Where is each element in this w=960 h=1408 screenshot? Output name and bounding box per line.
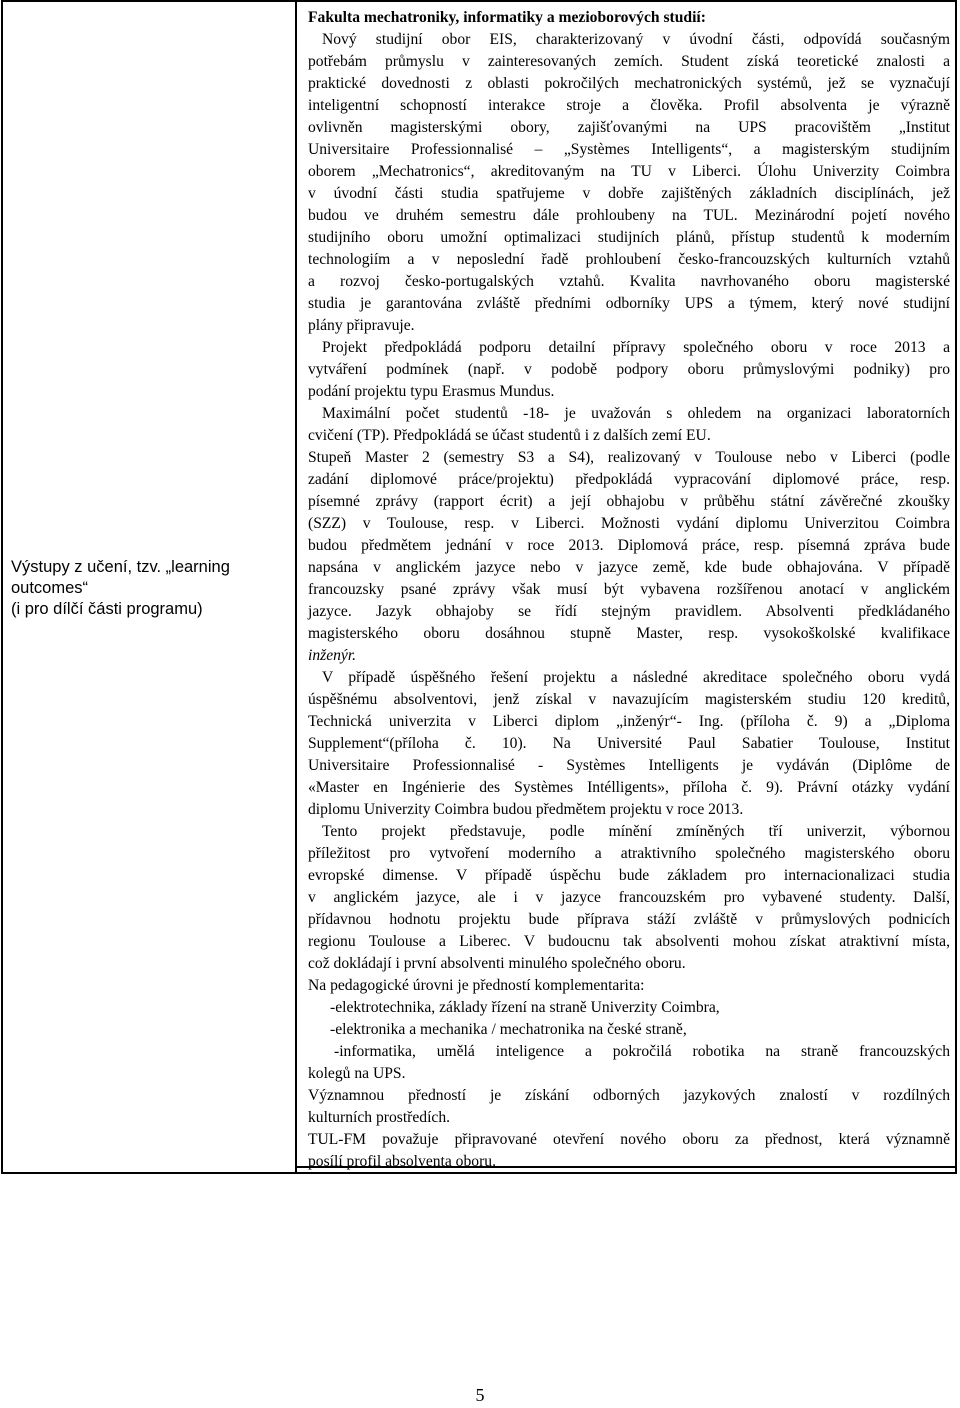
text-line: praktické dovednosti z oblasti pokročilých mechatronických systémů, jež se vyznačují xyxy=(308,75,950,92)
text-line: inteligentní schopností interakce stroje a člověka. Profil absolventa je výrazně xyxy=(308,97,950,114)
text-line: inženýr. xyxy=(308,647,357,664)
row-content xyxy=(308,7,950,1173)
text-line: ovlivněn magisterskými obory, zajišťovanými na UPS pracovištěm „Institut xyxy=(308,119,950,136)
text-line: kolegů na UPS. xyxy=(308,1065,406,1082)
text-line: Universitaire Professionnalisé - Systèmes Intelligents je vydáván (Diplôme de xyxy=(308,757,950,774)
text-line: Maximální počet studentů -18- je uvažován s ohledem na organizaci laboratorních xyxy=(322,405,950,422)
text-line: písemné zprávy (rapport écrit) a její obhajobu v průběhu státní závěrečné zkoušky xyxy=(308,493,950,510)
row-label xyxy=(11,557,291,620)
text-line: přídavnou hodnotu projektu bude příprava stáží zvláště v průmyslových podnicích xyxy=(308,911,950,928)
row-label-line: Výstupy z učení, tzv. „learning xyxy=(11,558,230,576)
text-line: oborem „Mechatronics“, akreditovaným na TU v Liberci. Úlohu Univerzity Coimbra xyxy=(308,163,950,180)
text-line: studijního oboru umožní optimalizaci studijních plánů, přístup studentů k moderním xyxy=(308,229,950,246)
row-label-line: outcomes“ xyxy=(11,579,89,597)
text-line: v anglickém jazyce, ale i v jazyce francouzském pro vybavené studenty. Další, xyxy=(308,889,950,906)
text-line: francouzsky psané zprávy však musí být vybavena rozšířenou anotací v anglickém xyxy=(308,581,950,598)
text-line: Nový studijní obor EIS, charakterizovaný v úvodní části, odpovídá současným xyxy=(322,31,950,48)
text-line: TUL-FM považuje připravované otevření nového oboru za přednost, která významně xyxy=(308,1131,950,1148)
text-line: v úvodní části studia spatřujeme v dobře zajištěných základních disciplínách, jež xyxy=(308,185,950,202)
list-item: -elektronika a mechanika / mechatronika na české straně, xyxy=(330,1021,687,1038)
content-table xyxy=(1,0,957,1174)
text-line: což dokládají i první absolventi minulého společného oboru. xyxy=(308,955,686,972)
text-line: Supplement“(příloha č. 10). Na Université Paul Sabatier Toulouse, Institut xyxy=(308,735,950,752)
text-line: Stupeň Master 2 (semestry S3 a S4), realizovaný v Toulouse nebo v Liberci (podle xyxy=(308,449,950,466)
text-line: (SZZ) v Toulouse, resp. v Liberci. Možnosti vydání diplomu Univerzitou Coimbra xyxy=(308,515,950,532)
list-item: -informatika, umělá inteligence a pokročilá robotika na straně francouzských xyxy=(334,1043,950,1060)
paragraph-3 xyxy=(308,403,950,447)
text-line: «Master en Ingénierie des Systèmes Intélligents», příloha č. 9). Právní otázky vydání xyxy=(308,779,950,796)
text-line: potřebám průmyslu v zainteresovaných zemích. Student získá teoretické znalosti a xyxy=(308,53,950,70)
text-line: a rozvoj česko-portugalských vztahů. Kvalita navrhovaného oboru magisterské xyxy=(308,273,950,290)
paragraph-6 xyxy=(308,821,950,975)
text-line: posílí profil absolventa oboru. xyxy=(308,1153,496,1170)
text-line: plány připravuje. xyxy=(308,317,415,334)
text-line: cvičení (TP). Předpokládá se účast studentů i z dalších zemí EU. xyxy=(308,427,711,444)
text-line: Technická univerzita v Liberci diplom „inženýr“- Ing. (příloha č. 9) a „Diploma xyxy=(308,713,950,730)
section-heading: Fakulta mechatroniky, informatiky a mezioborových studií: xyxy=(308,9,706,26)
text-line: jazyce. Jazyk obhajoby se řídí stejným pravidlem. Absolventi předkládaného xyxy=(308,603,950,620)
text-line: napsána v anglickém jazyce nebo v jazyce země, kde bude obhajována. V případě xyxy=(308,559,950,576)
paragraph-2 xyxy=(308,337,950,403)
text-line: diplomu Univerzity Coimbra budou předmětem projektu v roce 2013. xyxy=(308,801,744,818)
text-line: technologiím a v neposlední řadě prohloubení česko-francouzských kulturních vztahů xyxy=(308,251,950,268)
text-line: budou předmětem jednání v roce 2013. Diplomová práce, resp. písemná zpráva bude xyxy=(308,537,950,554)
text-line: Významnou předností je získání odborných jazykových znalostí v rozdílných xyxy=(308,1087,950,1104)
page-number: 5 xyxy=(475,1385,485,1405)
text-line: evropské dimense. V případě úspěchu bude základem pro internacionalizaci studia xyxy=(308,867,950,884)
text-line: Tento projekt představuje, podle mínění zmíněných tří univerzit, výbornou xyxy=(322,823,950,840)
text-line: Na pedagogické úrovni je předností komplementarita: xyxy=(308,977,645,994)
paragraph-5 xyxy=(308,667,950,821)
text-line: magisterského oboru dosáhnou stupně Master, resp. vysokoškolské kvalifikace xyxy=(308,625,950,642)
text-line: budou ve druhém semestru dále prohloubeny na TUL. Mezinárodní pojetí nového xyxy=(308,207,950,224)
text-line: zadání diplomové práce/projektu) předpokládá vypracování diplomové práce, resp. xyxy=(308,471,950,488)
text-line: V případě úspěšného řešení projektu a následné akreditace společného oboru vydá xyxy=(322,669,950,686)
paragraph-1 xyxy=(308,29,950,337)
column-divider xyxy=(295,2,297,1172)
list-item: -elektrotechnika, základy řízení na straně Univerzity Coimbra, xyxy=(330,999,720,1016)
text-line: regionu Toulouse a Liberec. V budoucnu tak absolventi mohou získat atraktivní místa, xyxy=(308,933,950,950)
text-line: studia je garantována zvláště předními odborníky UPS a týmem, který nové studijní xyxy=(308,295,950,312)
row-label-line: (i pro dílčí části programu) xyxy=(11,600,203,618)
text-line: vytváření podmínek (např. v podobě podpory oboru průmyslovými podniky) pro xyxy=(308,361,950,378)
text-line: příležitost pro vytvoření moderního a atraktivního společného magisterského oboru xyxy=(308,845,950,862)
text-line: Universitaire Professionnalisé – „Systèmes Intelligents“, a magisterským studijním xyxy=(308,141,950,158)
text-line: kulturních prostředích. xyxy=(308,1109,451,1126)
text-line: úspěšnému absolventovi, jenž získal v navazujícím magisterském studiu 120 kreditů, xyxy=(308,691,950,708)
text-line: podání projektu typu Erasmus Mundus. xyxy=(308,383,555,400)
paragraph-4 xyxy=(308,447,950,667)
text-line: Projekt předpokládá podporu detailní přípravy společného oboru v roce 2013 a xyxy=(322,339,950,356)
